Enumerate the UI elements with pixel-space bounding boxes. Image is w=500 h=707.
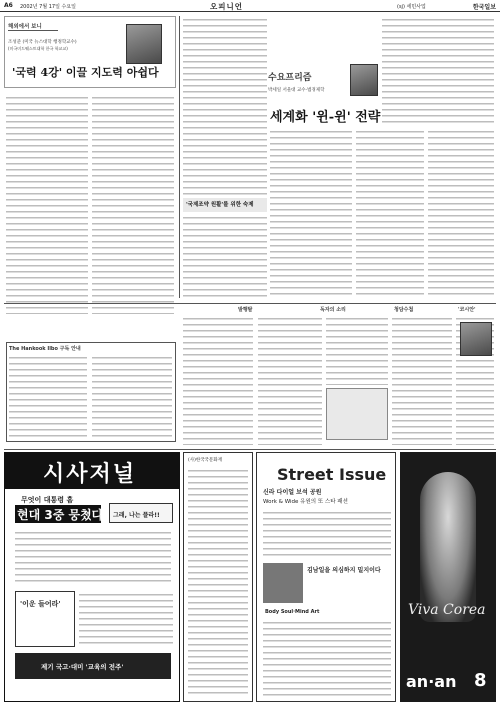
ad-rule bbox=[4, 449, 496, 450]
section-title: 오피니언 bbox=[210, 2, 243, 11]
mid-body-4 bbox=[392, 315, 452, 445]
street-issue-line3: Body Soul·Mind Art bbox=[265, 609, 320, 615]
street-issue-line2: Work & Wide 유원의 또 스타 패션 bbox=[263, 499, 348, 505]
side-ad-text: (사)한국국문화재 bbox=[188, 458, 222, 463]
street-issue-line1: 신라 다이얼 보석 공원 bbox=[263, 489, 322, 496]
anan-ad[interactable] bbox=[400, 452, 496, 702]
site-label: (sj) 세민사업 bbox=[397, 4, 426, 10]
center-body-col4 bbox=[428, 128, 494, 298]
center-kicker: 수요프리즘 bbox=[268, 73, 312, 83]
mid-box bbox=[326, 388, 388, 440]
page-number: A6 bbox=[4, 2, 13, 9]
author-photo-left bbox=[126, 24, 162, 64]
anan-cover-text: Viva Corea bbox=[408, 602, 486, 618]
dream-label: 청담수첩 bbox=[394, 307, 414, 313]
sisajournal-headline: 현대 3중 뭉쳤다 bbox=[17, 508, 104, 522]
left-column-kicker: 해외에서 보니 bbox=[8, 24, 42, 30]
right-column-label: '코시안' bbox=[458, 307, 476, 313]
mid-body-3 bbox=[326, 315, 388, 385]
street-issue-body bbox=[263, 509, 391, 559]
anan-issue: 8 bbox=[474, 670, 487, 691]
editorial-label: 발행탈 bbox=[238, 307, 253, 313]
center-body-col2 bbox=[270, 128, 352, 298]
left-byline-sub: (미국미드웨스트대학 한국 학교교) bbox=[8, 46, 68, 51]
sisajournal-bottom-text: 제기 국고·대미 '교육의 전주' bbox=[41, 663, 124, 671]
voices-label: 독자의 소리 bbox=[320, 307, 346, 313]
sisajournal-tagline: 그래, 나는 플라!! bbox=[113, 512, 160, 519]
left-byline: 조성준 (미국 뉴스대학 행정학교수) bbox=[8, 40, 77, 45]
anan-brand: an·an bbox=[406, 672, 457, 691]
author-photo-right bbox=[460, 322, 492, 356]
center-body-col3 bbox=[356, 128, 424, 298]
center-subhead: '국제조약 원활'를 위한 숙제 bbox=[186, 202, 254, 208]
column-divider bbox=[179, 16, 180, 298]
left-body-col2 bbox=[92, 94, 174, 314]
street-issue-brand: Street Issue bbox=[277, 465, 387, 484]
subscription-title: The Hankook Ilbo 구독 안내 bbox=[9, 346, 81, 352]
subscription-list-2 bbox=[92, 354, 172, 438]
section-rule bbox=[4, 303, 496, 304]
side-ad[interactable] bbox=[183, 452, 253, 702]
page-header bbox=[0, 0, 500, 12]
author-photo-center bbox=[350, 64, 378, 96]
kicker-rule bbox=[8, 30, 58, 31]
mid-body-1 bbox=[183, 315, 253, 445]
street-issue-photo bbox=[263, 563, 303, 603]
sisajournal-headline-top: 무엇이 대통령 흠 bbox=[21, 496, 74, 504]
right-body-top bbox=[382, 16, 494, 126]
sisajournal-ad[interactable] bbox=[4, 452, 180, 702]
center-column-title: 세계화 '윈-윈' 전략 bbox=[270, 110, 381, 125]
sisajournal-body bbox=[15, 529, 171, 585]
center-byline: 박세일 서울대 교수·법경제학 bbox=[268, 88, 325, 93]
left-column-title: '국력 4강' 이끌 지도력 아쉽다 bbox=[12, 66, 159, 79]
left-body-col1 bbox=[6, 94, 88, 314]
side-ad-body bbox=[188, 467, 248, 697]
sisajournal-brand: 시사저널 bbox=[43, 462, 137, 487]
center-body-col1b bbox=[183, 214, 267, 298]
anan-cover-model bbox=[420, 472, 476, 622]
street-issue-ad[interactable] bbox=[256, 452, 396, 702]
sisajournal-body-2 bbox=[79, 591, 173, 647]
street-issue-body-2 bbox=[263, 619, 391, 697]
issue-date: 2002년 7월 17일 수요일 bbox=[20, 4, 77, 10]
publication-name: 한국일보 bbox=[472, 4, 496, 11]
sisajournal-mid-text: '이운 들어라' bbox=[20, 600, 61, 608]
center-body-col1 bbox=[183, 16, 267, 196]
street-issue-line4: 김남일을 의심하지 밀지이다 bbox=[307, 567, 381, 574]
subscription-list-1 bbox=[9, 354, 87, 438]
mid-body-2 bbox=[258, 315, 322, 445]
